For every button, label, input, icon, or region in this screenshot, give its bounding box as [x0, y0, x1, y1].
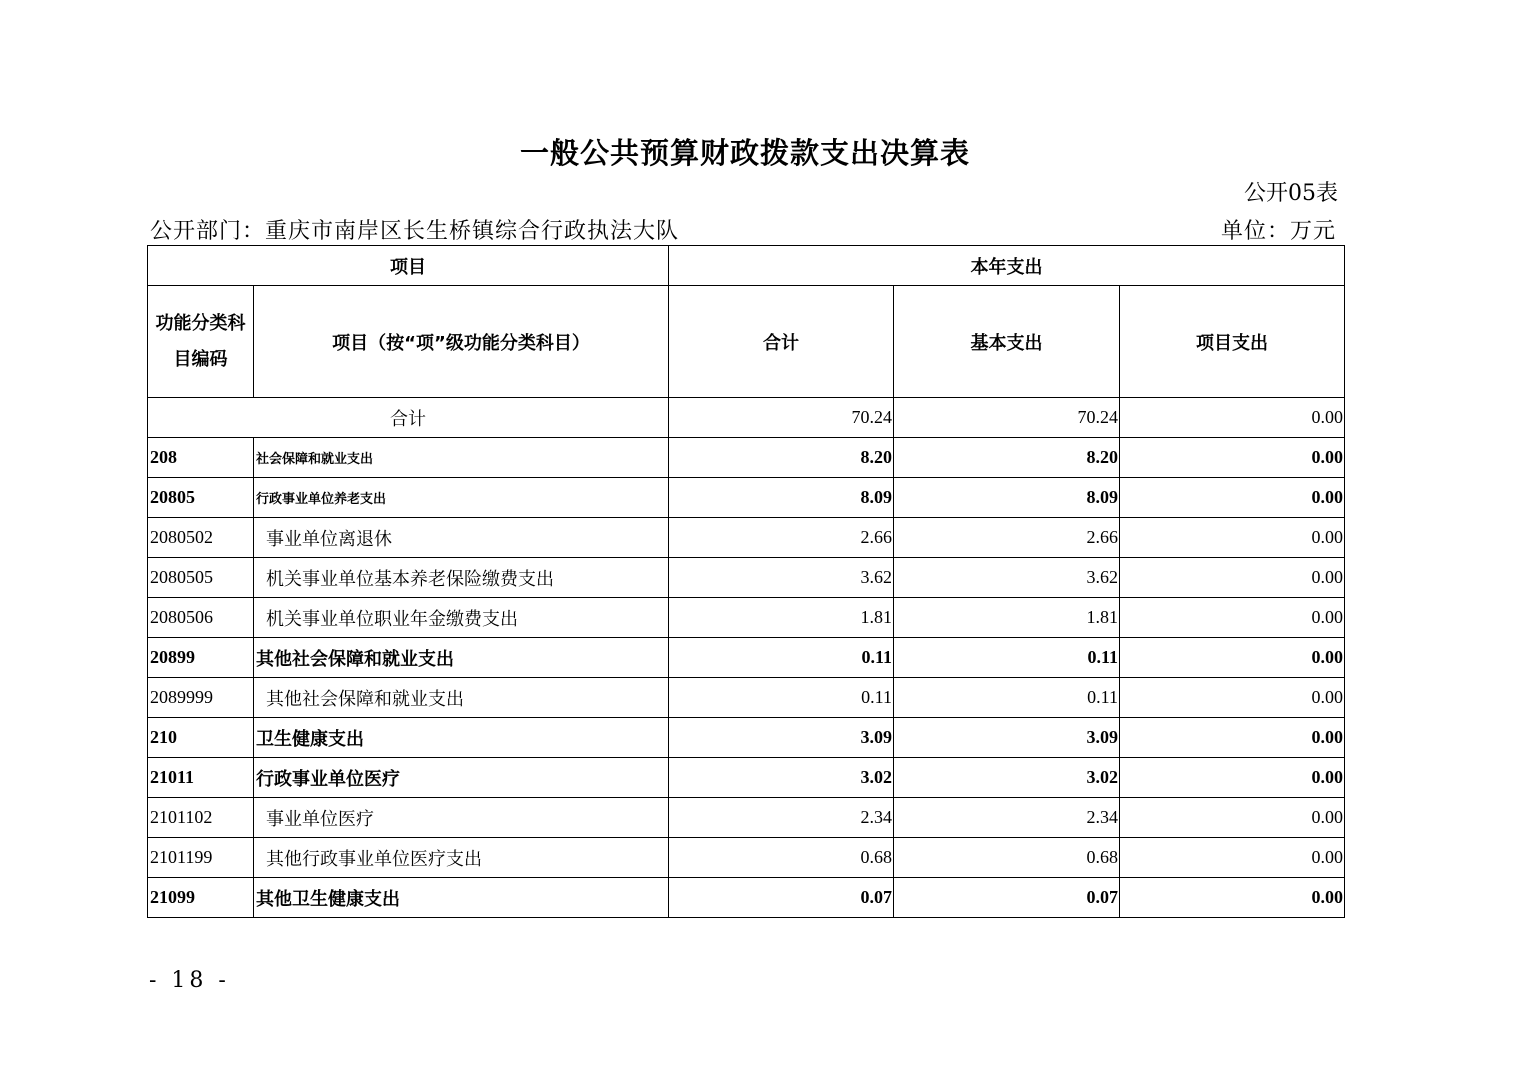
- total-cell: 2.66: [669, 518, 894, 558]
- basic-cell: 1.81: [894, 598, 1120, 638]
- project-cell: 0.00: [1120, 838, 1345, 878]
- name-cell: 其他行政事业单位医疗支出: [254, 838, 669, 878]
- basic-cell: 3.09: [894, 718, 1120, 758]
- table-row: [148, 558, 1345, 598]
- table-row: [148, 478, 1345, 518]
- table-row: [148, 798, 1345, 838]
- name-cell: 事业单位离退休: [254, 518, 669, 558]
- code-cell: 2089999: [148, 678, 254, 718]
- name-cell: 其他社会保障和就业支出: [254, 678, 669, 718]
- code-cell: 2101102: [148, 798, 254, 838]
- name-cell: 机关事业单位职业年金缴费支出: [254, 598, 669, 638]
- table-row: [148, 638, 1345, 678]
- header-this-year: 本年支出: [669, 246, 1345, 286]
- basic-cell: 8.20: [894, 438, 1120, 478]
- basic-cell: 0.11: [894, 638, 1120, 678]
- total-label: 合计: [148, 398, 669, 438]
- table-row: [148, 718, 1345, 758]
- project-cell: 0.00: [1120, 478, 1345, 518]
- header-item-name: 项目（按“项”级功能分类科目）: [254, 286, 669, 398]
- basic-cell: 8.09: [894, 478, 1120, 518]
- total-cell: 3.09: [669, 718, 894, 758]
- table-row: [148, 678, 1345, 718]
- header-basic: 基本支出: [894, 286, 1120, 398]
- table-row: [148, 598, 1345, 638]
- project-cell: 0.00: [1120, 758, 1345, 798]
- name-cell: 其他卫生健康支出: [254, 878, 669, 918]
- code-cell: 2080502: [148, 518, 254, 558]
- name-cell: 卫生健康支出: [254, 718, 669, 758]
- department-label: 公开部门：重庆市南岸区长生桥镇综合行政执法大队: [150, 219, 680, 244]
- header-code: 功能分类科目编码: [148, 286, 254, 398]
- project-cell: 0.00: [1120, 398, 1345, 438]
- name-cell: 事业单位医疗: [254, 798, 669, 838]
- table-row: [148, 518, 1345, 558]
- basic-cell: 2.66: [894, 518, 1120, 558]
- code-cell: 20805: [148, 478, 254, 518]
- code-cell: 20899: [148, 638, 254, 678]
- total-cell: 8.20: [669, 438, 894, 478]
- table-row: [148, 758, 1345, 798]
- code-cell: 2080505: [148, 558, 254, 598]
- table-row: [148, 838, 1345, 878]
- code-cell: 2101199: [148, 838, 254, 878]
- total-cell: 0.11: [669, 638, 894, 678]
- table-row: [148, 438, 1345, 478]
- total-cell: 2.34: [669, 798, 894, 838]
- project-cell: 0.00: [1120, 598, 1345, 638]
- name-cell: 其他社会保障和就业支出: [254, 638, 669, 678]
- basic-cell: 2.34: [894, 798, 1120, 838]
- total-cell: 8.09: [669, 478, 894, 518]
- basic-cell: 3.62: [894, 558, 1120, 598]
- total-cell: 1.81: [669, 598, 894, 638]
- total-cell: 0.07: [669, 878, 894, 918]
- total-cell: 70.24: [669, 398, 894, 438]
- unit-label: 单位：万元: [1220, 219, 1336, 244]
- project-cell: 0.00: [1120, 678, 1345, 718]
- project-cell: 0.00: [1120, 438, 1345, 478]
- project-cell: 0.00: [1120, 798, 1345, 838]
- name-cell: 行政事业单位养老支出: [254, 478, 669, 518]
- total-row: [148, 398, 1345, 438]
- total-cell: 0.68: [669, 838, 894, 878]
- project-cell: 0.00: [1120, 638, 1345, 678]
- header-total: 合计: [669, 286, 894, 398]
- project-cell: 0.00: [1120, 718, 1345, 758]
- expenditure-table: [147, 245, 1345, 918]
- header-row-1: [148, 246, 1345, 286]
- project-cell: 0.00: [1120, 558, 1345, 598]
- total-cell: 3.62: [669, 558, 894, 598]
- table-number: 公开05表: [1244, 181, 1338, 206]
- total-cell: 3.02: [669, 758, 894, 798]
- page-number: - 18 -: [149, 968, 230, 993]
- code-cell: 21099: [148, 878, 254, 918]
- basic-cell: 0.11: [894, 678, 1120, 718]
- header-project: 项目支出: [1120, 286, 1345, 398]
- basic-cell: 0.07: [894, 878, 1120, 918]
- code-cell: 208: [148, 438, 254, 478]
- page-title: 一般公共预算财政拨款支出决算表: [519, 136, 970, 170]
- header-item: 项目: [148, 246, 669, 286]
- header-row-2: [148, 286, 1345, 398]
- total-cell: 0.11: [669, 678, 894, 718]
- project-cell: 0.00: [1120, 518, 1345, 558]
- name-cell: 社会保障和就业支出: [254, 438, 669, 478]
- basic-cell: 3.02: [894, 758, 1120, 798]
- basic-cell: 70.24: [894, 398, 1120, 438]
- code-cell: 210: [148, 718, 254, 758]
- name-cell: 机关事业单位基本养老保险缴费支出: [254, 558, 669, 598]
- code-cell: 21011: [148, 758, 254, 798]
- project-cell: 0.00: [1120, 878, 1345, 918]
- code-cell: 2080506: [148, 598, 254, 638]
- basic-cell: 0.68: [894, 838, 1120, 878]
- table-row: [148, 878, 1345, 918]
- name-cell: 行政事业单位医疗: [254, 758, 669, 798]
